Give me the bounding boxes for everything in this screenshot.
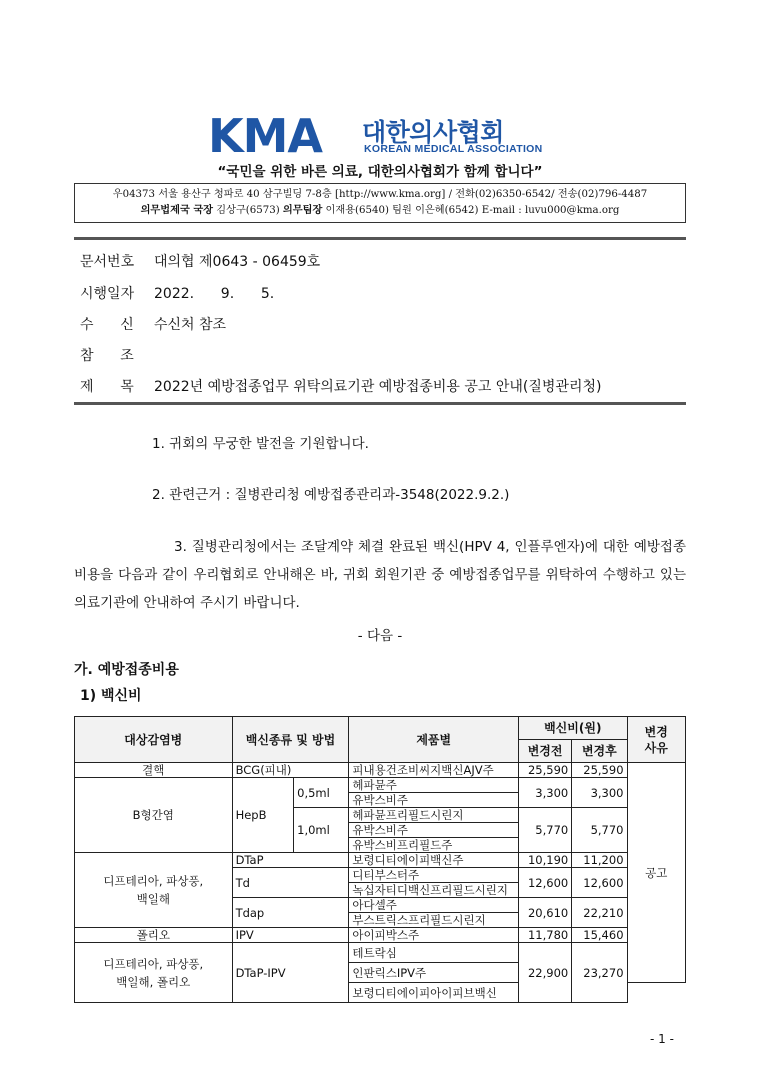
cell-type: HepB [232, 778, 294, 853]
cell-disease: 폴리오 [75, 928, 233, 943]
cell-dose: 1,0ml [294, 808, 349, 853]
doc-no-label: 문서번호 [80, 254, 135, 270]
reference-label: 참 조 [80, 348, 134, 364]
cell-after: 23,270 [572, 943, 627, 1003]
cell-after: 12,600 [572, 868, 627, 898]
cell-product: 보령디티에이피아이피브백신 [349, 983, 519, 1003]
cell-product: 유박스비주 [349, 823, 519, 838]
paragraph-2: 2. 관련근거 : 질병관리청 예방접종관리과-3548(2022.9.2.) [152, 487, 510, 503]
cell-before: 11,780 [519, 928, 572, 943]
header-rule-top [74, 237, 686, 240]
cell-after: 22,210 [572, 898, 627, 928]
cell-product: 인판릭스IPV주 [349, 963, 519, 983]
cell-type: DTaP-IPV [232, 943, 349, 1003]
paragraph-1: 1. 귀회의 무궁한 발전을 기원합니다. [152, 436, 369, 452]
cell-type: Td [232, 868, 349, 898]
header-type: 백신종류 및 방법 [232, 717, 349, 763]
cell-product: 테트락심 [349, 943, 519, 963]
header-before: 변경전 [519, 740, 572, 763]
table-row [75, 853, 686, 868]
cell-before: 25,590 [519, 763, 572, 778]
cell-type: Tdap [232, 898, 349, 928]
vaccine-price-table [74, 716, 686, 1003]
cell-product: 헤파뮨주 [349, 778, 519, 793]
meta-doc-no [80, 251, 320, 271]
cell-after: 25,590 [572, 763, 627, 778]
table-header-row [75, 717, 686, 740]
cell-product: 유박스비주 [349, 793, 519, 808]
meta-date [80, 283, 274, 303]
contact-text-director: 김상구(6573) [213, 205, 283, 216]
logo-org-name-en: KOREAN MEDICAL ASSOCIATION [364, 143, 543, 155]
header-disease: 대상감염병 [75, 717, 233, 763]
header-reason: 변경 사유 [627, 717, 685, 763]
cell-disease: 결핵 [75, 763, 233, 778]
cell-product: 부스트릭스프리필드시린지 [349, 913, 519, 928]
contact-line-1: 우04373 서울 용산구 청파로 40 삼구빌딩 7-8층 [http://www.kma.org] / 전화(02)6350-6542/ 전송(02)796-4487 [112, 189, 648, 200]
cell-type: DTaP [232, 853, 349, 868]
contact-line-2 [75, 203, 685, 219]
date-label: 시행일자 [80, 286, 135, 302]
cell-product: 디티부스터주 [349, 868, 519, 883]
table-row [75, 778, 686, 793]
subject-label: 제 목 [80, 379, 134, 395]
recipient-value: 수신처 참조 [154, 317, 227, 333]
page-number: - 1 - [650, 1032, 674, 1046]
cell-product: 아다셀주 [349, 898, 519, 913]
date-value: 2022. 9. 5. [154, 286, 275, 302]
cell-disease: B형간염 [75, 778, 233, 853]
cell-before: 12,600 [519, 868, 572, 898]
meta-subject [80, 376, 601, 396]
doc-no-value: 대의협 제0643 - 06459호 [154, 254, 321, 270]
cell-product: 헤파뮨프리필드시린지 [349, 808, 519, 823]
cell-product: 보령디티에이피백신주 [349, 853, 519, 868]
cell-disease: 디프테리아, 파상풍, 백일해, 폴리오 [75, 943, 233, 1003]
contact-label-teamlead: 의무팀장 [282, 205, 323, 216]
cell-before: 10,190 [519, 853, 572, 868]
logo-org-name-ko: 대한의사협회 [362, 118, 504, 147]
subject-value: 2022년 예방접종업무 위탁의료기관 예방접종비용 공고 안내(질병관리청) [154, 379, 602, 395]
cell-after: 11,200 [572, 853, 627, 868]
header-rule-bottom [74, 402, 686, 405]
cell-disease: 디프테리아, 파상풍, 백일해 [75, 853, 233, 928]
cell-product: 피내용건조비씨지백신AJV주 [349, 763, 519, 778]
cell-dose: 0,5ml [294, 778, 349, 808]
cell-type: BCG(피내) [232, 763, 349, 778]
cell-before: 3,300 [519, 778, 572, 808]
next-marker: - 다음 - [357, 628, 403, 644]
cell-after: 15,460 [572, 928, 627, 943]
section-heading-a: 가. 예방접종비용 [74, 662, 179, 678]
table-row [75, 928, 686, 943]
cell-product: 녹십자티디백신프리필드시린지 [349, 883, 519, 898]
contact-text-team: 이재용(6540) 팀원 이은혜(6542) E-mail : luvu000@kma.org [322, 205, 620, 216]
cell-reason: 공고 [627, 763, 685, 983]
meta-recipient [80, 314, 226, 334]
recipient-label: 수 신 [80, 317, 134, 333]
cell-after: 5,770 [572, 808, 627, 853]
table-row [75, 943, 686, 963]
header-price: 백신비(원) [519, 717, 628, 740]
kma-logo [208, 111, 548, 161]
section-heading-1: 1) 백신비 [80, 688, 142, 704]
cell-product: 아이피박스주 [349, 928, 519, 943]
paragraph-3: 3. 질병관리청에서는 조달계약 체결 완료된 백신(HPV 4, 인플루엔자)에 대한 예방접종비용을 다음과 같이 우리협회로 안내해온 바, 귀회 회원기관 중 예방접종업무를 위탁하여 수행하고 있는 의료기관에 안내하여 주시기 바랍니다. [74, 539, 686, 611]
cell-before: 22,900 [519, 943, 572, 1003]
table-row [75, 763, 686, 778]
contact-box [74, 183, 686, 223]
cell-before: 20,610 [519, 898, 572, 928]
cell-after: 3,300 [572, 778, 627, 808]
contact-label-director: 의무법제국 국장 [140, 205, 214, 216]
cell-product: 유박스비프리필드주 [349, 838, 519, 853]
header-after: 변경후 [572, 740, 627, 763]
cell-before: 5,770 [519, 808, 572, 853]
meta-reference [80, 345, 154, 365]
cell-type: IPV [232, 928, 349, 943]
logo-letters: KMA [208, 109, 323, 163]
slogan: “국민을 위한 바른 의료, 대한의사협회가 함께 합니다” [217, 164, 543, 180]
header-product: 제품별 [349, 717, 519, 763]
